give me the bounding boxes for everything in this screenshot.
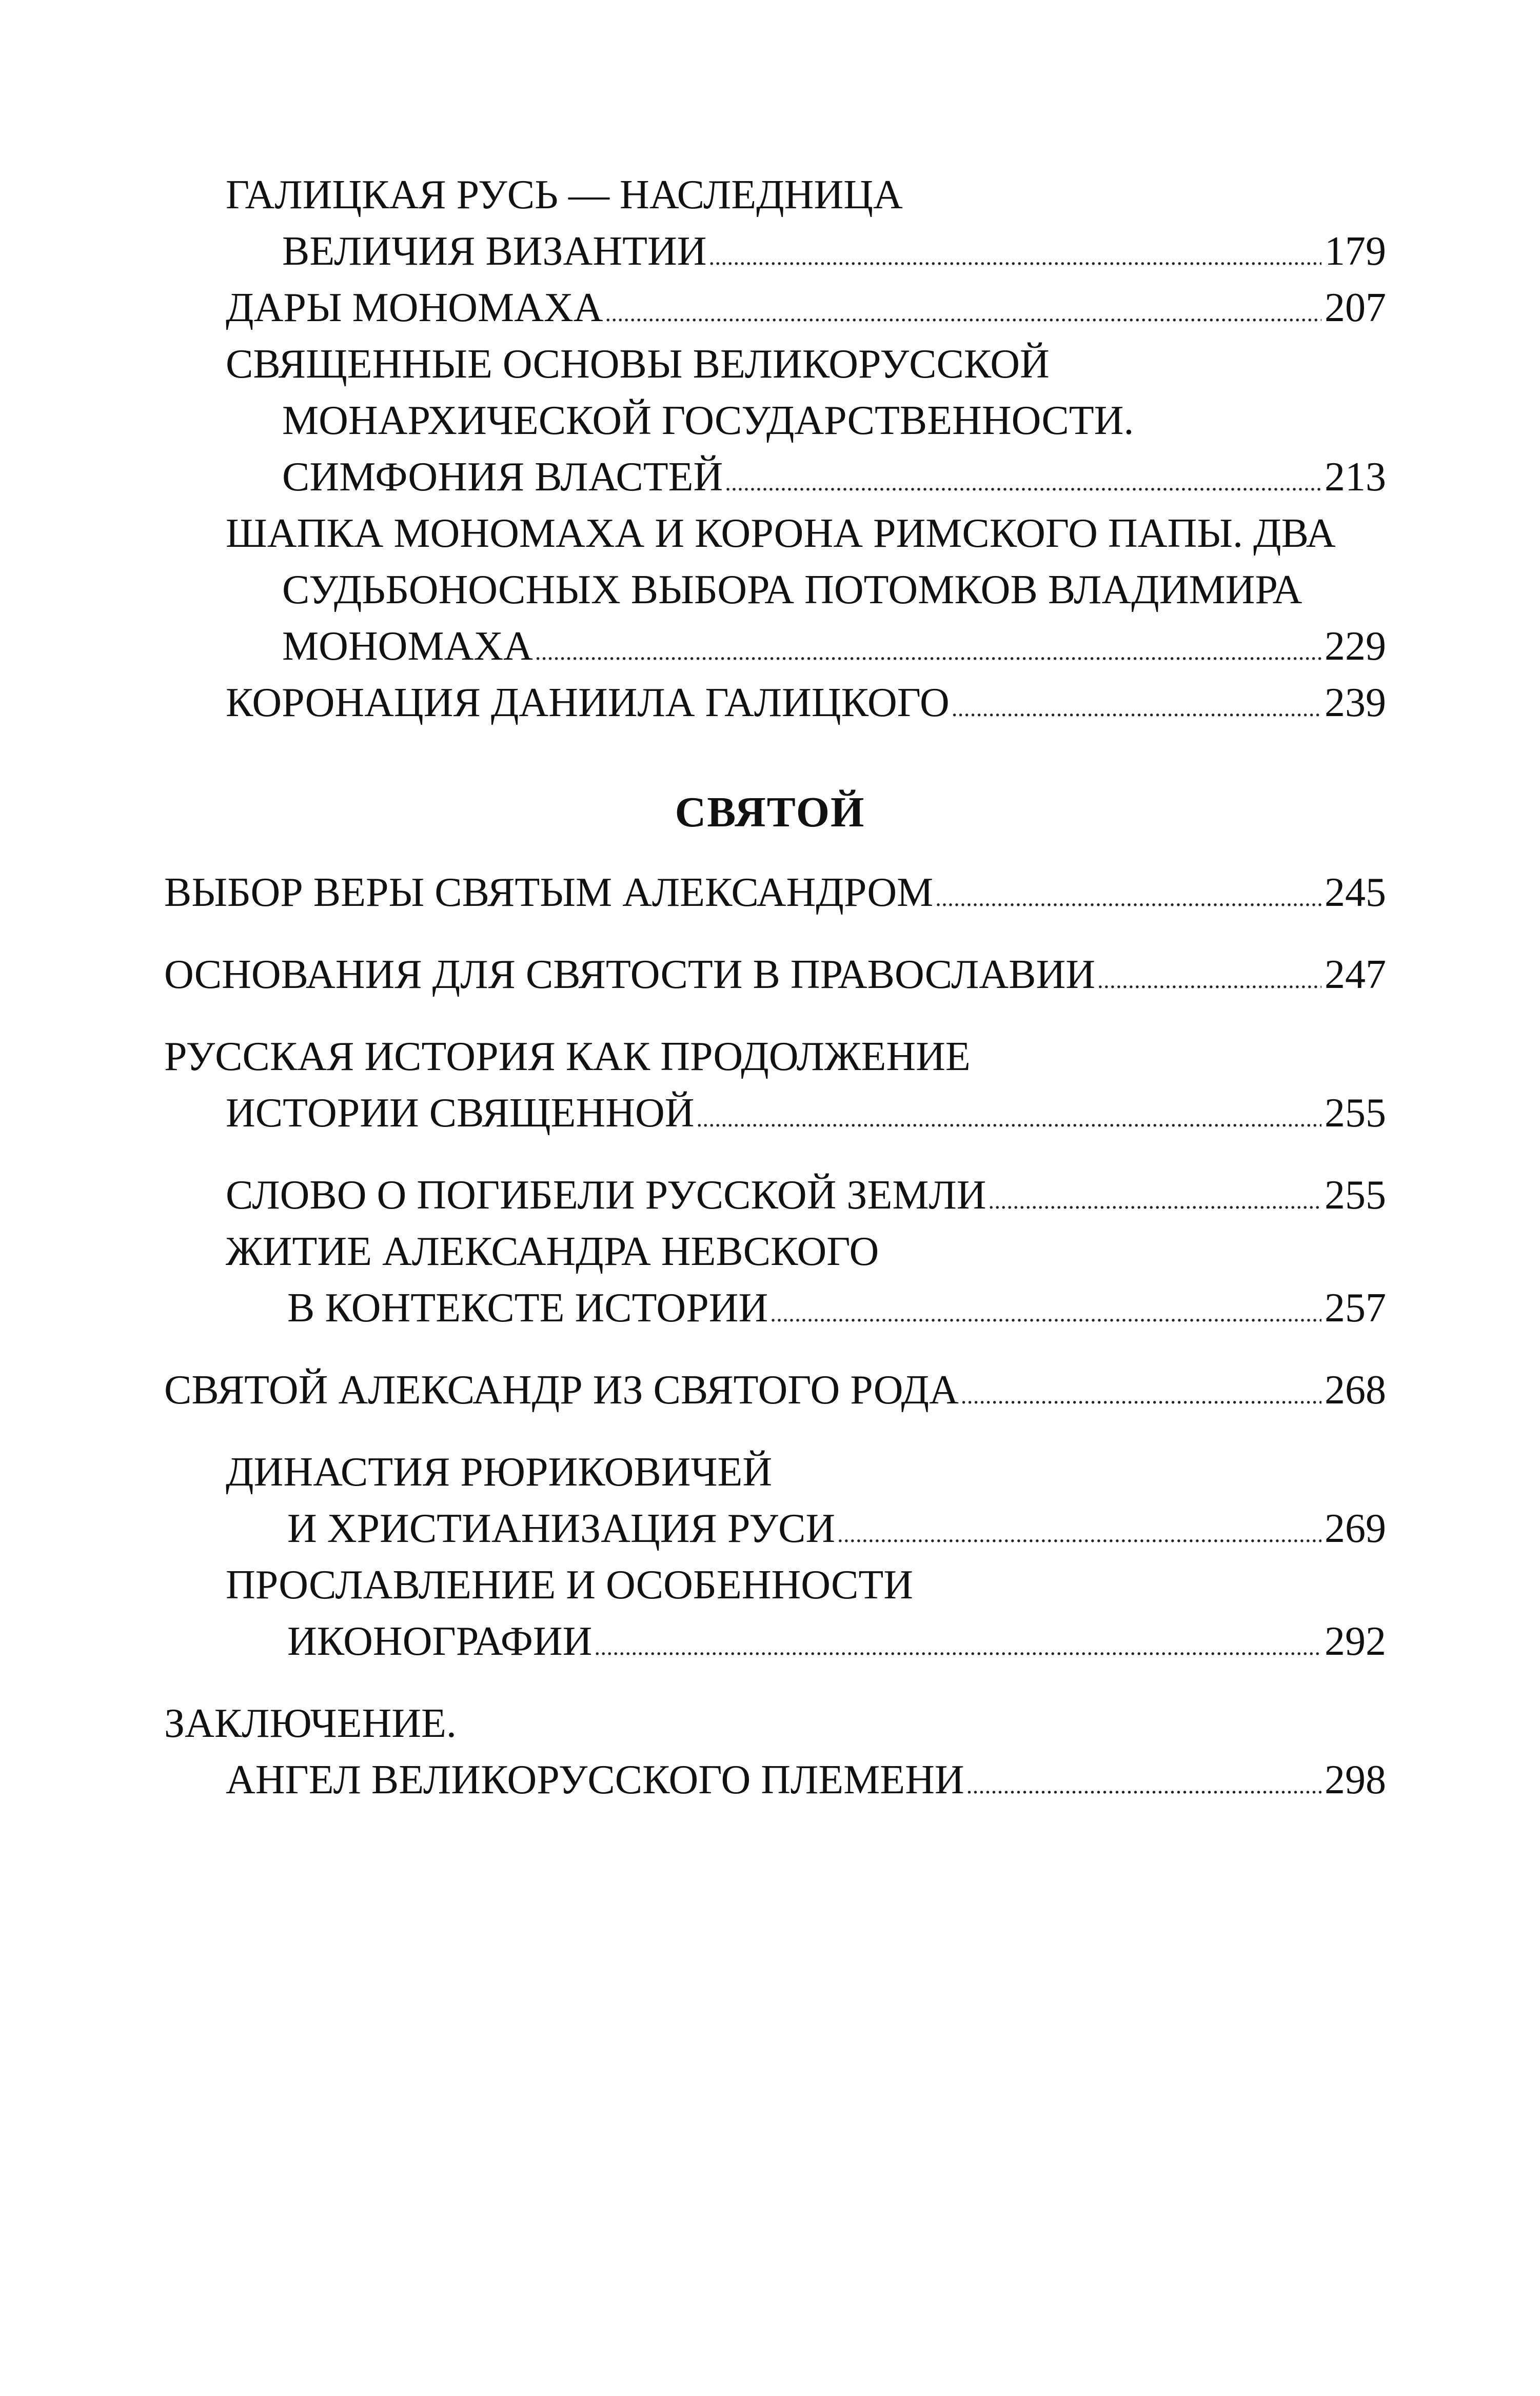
dot-leader bbox=[935, 886, 1321, 910]
page-number: 268 bbox=[1325, 1368, 1386, 1413]
page-number: 298 bbox=[1325, 1757, 1386, 1803]
page-number: 179 bbox=[1325, 229, 1386, 274]
toc-entry-title: СИМФОНИЯ ВЛАСТЕЙ bbox=[282, 454, 723, 500]
dot-leader bbox=[709, 245, 1322, 269]
toc-entry-title: СЛОВО О ПОГИБЕЛИ РУССКОЙ ЗЕМЛИ bbox=[226, 1173, 986, 1218]
toc-entry-line bbox=[226, 1231, 879, 1272]
toc-entry-title: РУССКАЯ ИСТОРИЯ КАК ПРОДОЛЖЕНИЕ bbox=[164, 1034, 971, 1079]
toc-entry-line bbox=[282, 626, 1386, 667]
toc-entry-title: СУДЬБОНОСНЫХ ВЫБОРА ПОТОМКОВ ВЛАДИМИРА bbox=[282, 567, 1302, 612]
toc-entry-title: ВЕЛИЧИЯ ВИЗАНТИИ bbox=[282, 229, 707, 274]
toc-entry-line bbox=[226, 513, 1336, 554]
toc-entry-title: И ХРИСТИАНИЗАЦИЯ РУСИ bbox=[287, 1506, 836, 1551]
toc-entry-line bbox=[164, 872, 1386, 913]
dot-leader bbox=[535, 640, 1321, 664]
dot-leader bbox=[966, 1774, 1321, 1797]
toc-entry-line bbox=[287, 1621, 1386, 1662]
page-number: 213 bbox=[1325, 454, 1386, 500]
toc-entry-title: ВЫБОР ВЕРЫ СВЯТЫМ АЛЕКСАНДРОМ bbox=[164, 870, 934, 915]
toc-entry-title: СВЯТОЙ АЛЕКСАНДР ИЗ СВЯТОГО РОДА bbox=[164, 1368, 959, 1413]
toc-entry-title: ОСНОВАНИЯ ДЛЯ СВЯТОСТИ В ПРАВОСЛАВИИ bbox=[164, 952, 1096, 997]
page-number: 255 bbox=[1325, 1173, 1386, 1218]
toc-entry-line bbox=[282, 400, 1134, 441]
toc-entry-line bbox=[226, 1452, 772, 1493]
toc-entry-line bbox=[226, 344, 1050, 385]
toc-entry-line bbox=[164, 1036, 971, 1077]
dot-leader bbox=[961, 1384, 1321, 1408]
toc-entry-title: ДАРЫ МОНОМАХА bbox=[226, 285, 603, 330]
toc-entry-title: ГАЛИЦКАЯ РУСЬ — НАСЛЕДНИЦА bbox=[226, 172, 903, 217]
dot-leader bbox=[1097, 968, 1321, 992]
toc-entry-line bbox=[226, 287, 1386, 328]
page-number: 257 bbox=[1325, 1285, 1386, 1331]
toc-entry-title: СВЯЩЕННЫЕ ОСНОВЫ ВЕЛИКОРУССКОЙ bbox=[226, 342, 1050, 387]
toc-entry-title: ШАПКА МОНОМАХА И КОРОНА РИМСКОГО ПАПЫ. ДВА bbox=[226, 511, 1336, 556]
page-number: 207 bbox=[1325, 285, 1386, 330]
toc-entry-title: МОНАРХИЧЕСКОЙ ГОСУДАРСТВЕННОСТИ. bbox=[282, 398, 1134, 443]
section-heading: СВЯТОЙ bbox=[675, 788, 865, 836]
toc-entry-line bbox=[282, 569, 1302, 610]
toc-entry-title: ИСТОРИИ СВЯЩЕННОЙ bbox=[226, 1091, 695, 1136]
toc-entry-line bbox=[226, 1175, 1386, 1216]
toc-entry-line bbox=[164, 954, 1386, 995]
toc-entry-title: МОНОМАХА bbox=[282, 624, 533, 669]
toc-entry-title: ПРОСЛАВЛЕНИЕ И ОСОБЕННОСТИ bbox=[226, 1562, 913, 1608]
toc-entry-line bbox=[287, 1508, 1386, 1549]
dot-leader bbox=[952, 697, 1321, 720]
toc-entry-line bbox=[226, 682, 1386, 723]
dot-leader bbox=[605, 302, 1321, 325]
page-number: 255 bbox=[1325, 1091, 1386, 1136]
toc-entry-title: В КОНТЕКСТЕ ИСТОРИИ bbox=[287, 1285, 768, 1331]
page-number: 229 bbox=[1325, 624, 1386, 669]
toc-entry-title: ДИНАСТИЯ РЮРИКОВИЧЕЙ bbox=[226, 1450, 773, 1495]
toc-entry-title: ЗАКЛЮЧЕНИЕ. bbox=[164, 1701, 457, 1746]
dot-leader bbox=[989, 1189, 1321, 1213]
toc-entry-line bbox=[164, 1370, 1386, 1411]
toc-entry-title: КОРОНАЦИЯ ДАНИИЛА ГАЛИЦКОГО bbox=[226, 680, 950, 725]
page-number: 269 bbox=[1325, 1506, 1386, 1551]
toc-entry-line bbox=[282, 231, 1386, 272]
toc-entry-title: АНГЕЛ ВЕЛИКОРУССКОГО ПЛЕМЕНИ bbox=[226, 1757, 964, 1803]
page-number: 292 bbox=[1325, 1619, 1386, 1664]
toc-entry-title: ЖИТИЕ АЛЕКСАНДРА НЕВСКОГО bbox=[226, 1229, 879, 1274]
toc-entry-line bbox=[282, 454, 1386, 500]
dot-leader bbox=[725, 471, 1321, 494]
toc-entry-title: ИКОНОГРАФИИ bbox=[287, 1619, 593, 1664]
page-number: 239 bbox=[1325, 680, 1386, 725]
dot-leader bbox=[770, 1302, 1321, 1325]
toc-entry-line bbox=[226, 1757, 1386, 1803]
toc-entry-line bbox=[287, 1285, 1386, 1331]
toc-entry-line bbox=[226, 1562, 913, 1608]
page-number: 247 bbox=[1325, 952, 1386, 997]
page-number: 245 bbox=[1325, 870, 1386, 915]
dot-leader bbox=[837, 1522, 1321, 1546]
dot-leader bbox=[594, 1635, 1321, 1659]
toc-entry-line bbox=[226, 174, 903, 215]
dot-leader bbox=[697, 1107, 1321, 1131]
toc-entry-line bbox=[164, 1703, 457, 1744]
toc-entry-line bbox=[226, 1093, 1386, 1134]
